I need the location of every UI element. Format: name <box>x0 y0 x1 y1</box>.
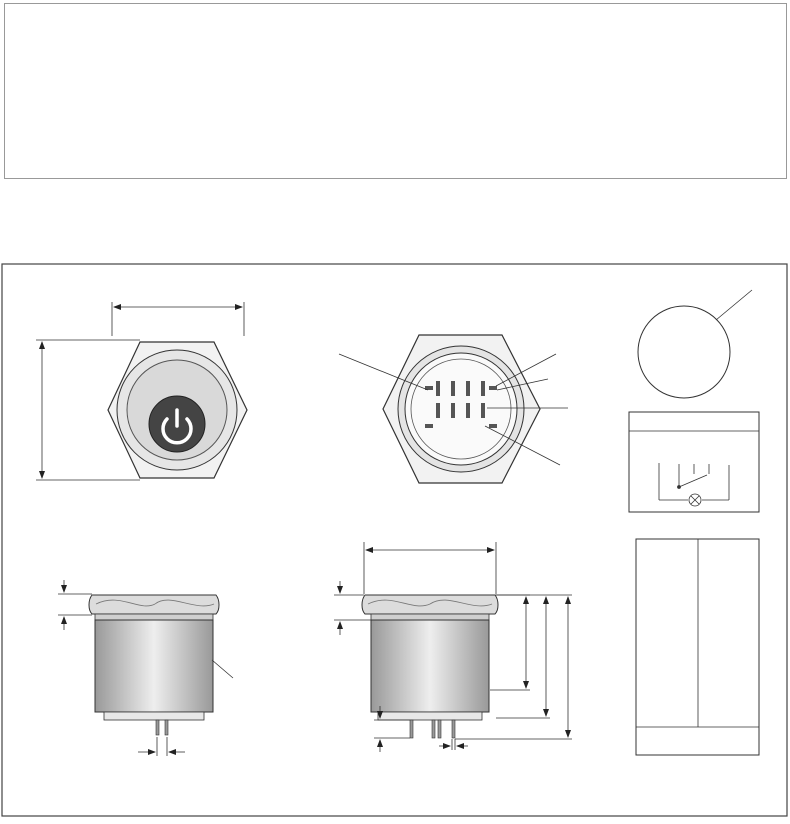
side2-hex-head <box>362 595 498 614</box>
switching-circuit <box>629 412 759 512</box>
circuit-wiring <box>659 463 729 506</box>
side-thread-body <box>95 620 213 712</box>
color-voltage-table <box>636 539 759 755</box>
drawing-frame <box>0 262 790 820</box>
side-view <box>58 580 233 756</box>
side-view-dimensioned <box>334 542 572 752</box>
front-view <box>36 302 247 498</box>
side-pin-b <box>165 720 168 735</box>
cutout-view <box>638 290 752 398</box>
side-pin-a <box>156 720 159 735</box>
parameters-panel <box>4 3 787 179</box>
technical-drawing <box>0 262 790 820</box>
rear-view <box>339 335 568 483</box>
side2-thread-body <box>371 620 489 712</box>
rear-housing <box>405 353 517 465</box>
